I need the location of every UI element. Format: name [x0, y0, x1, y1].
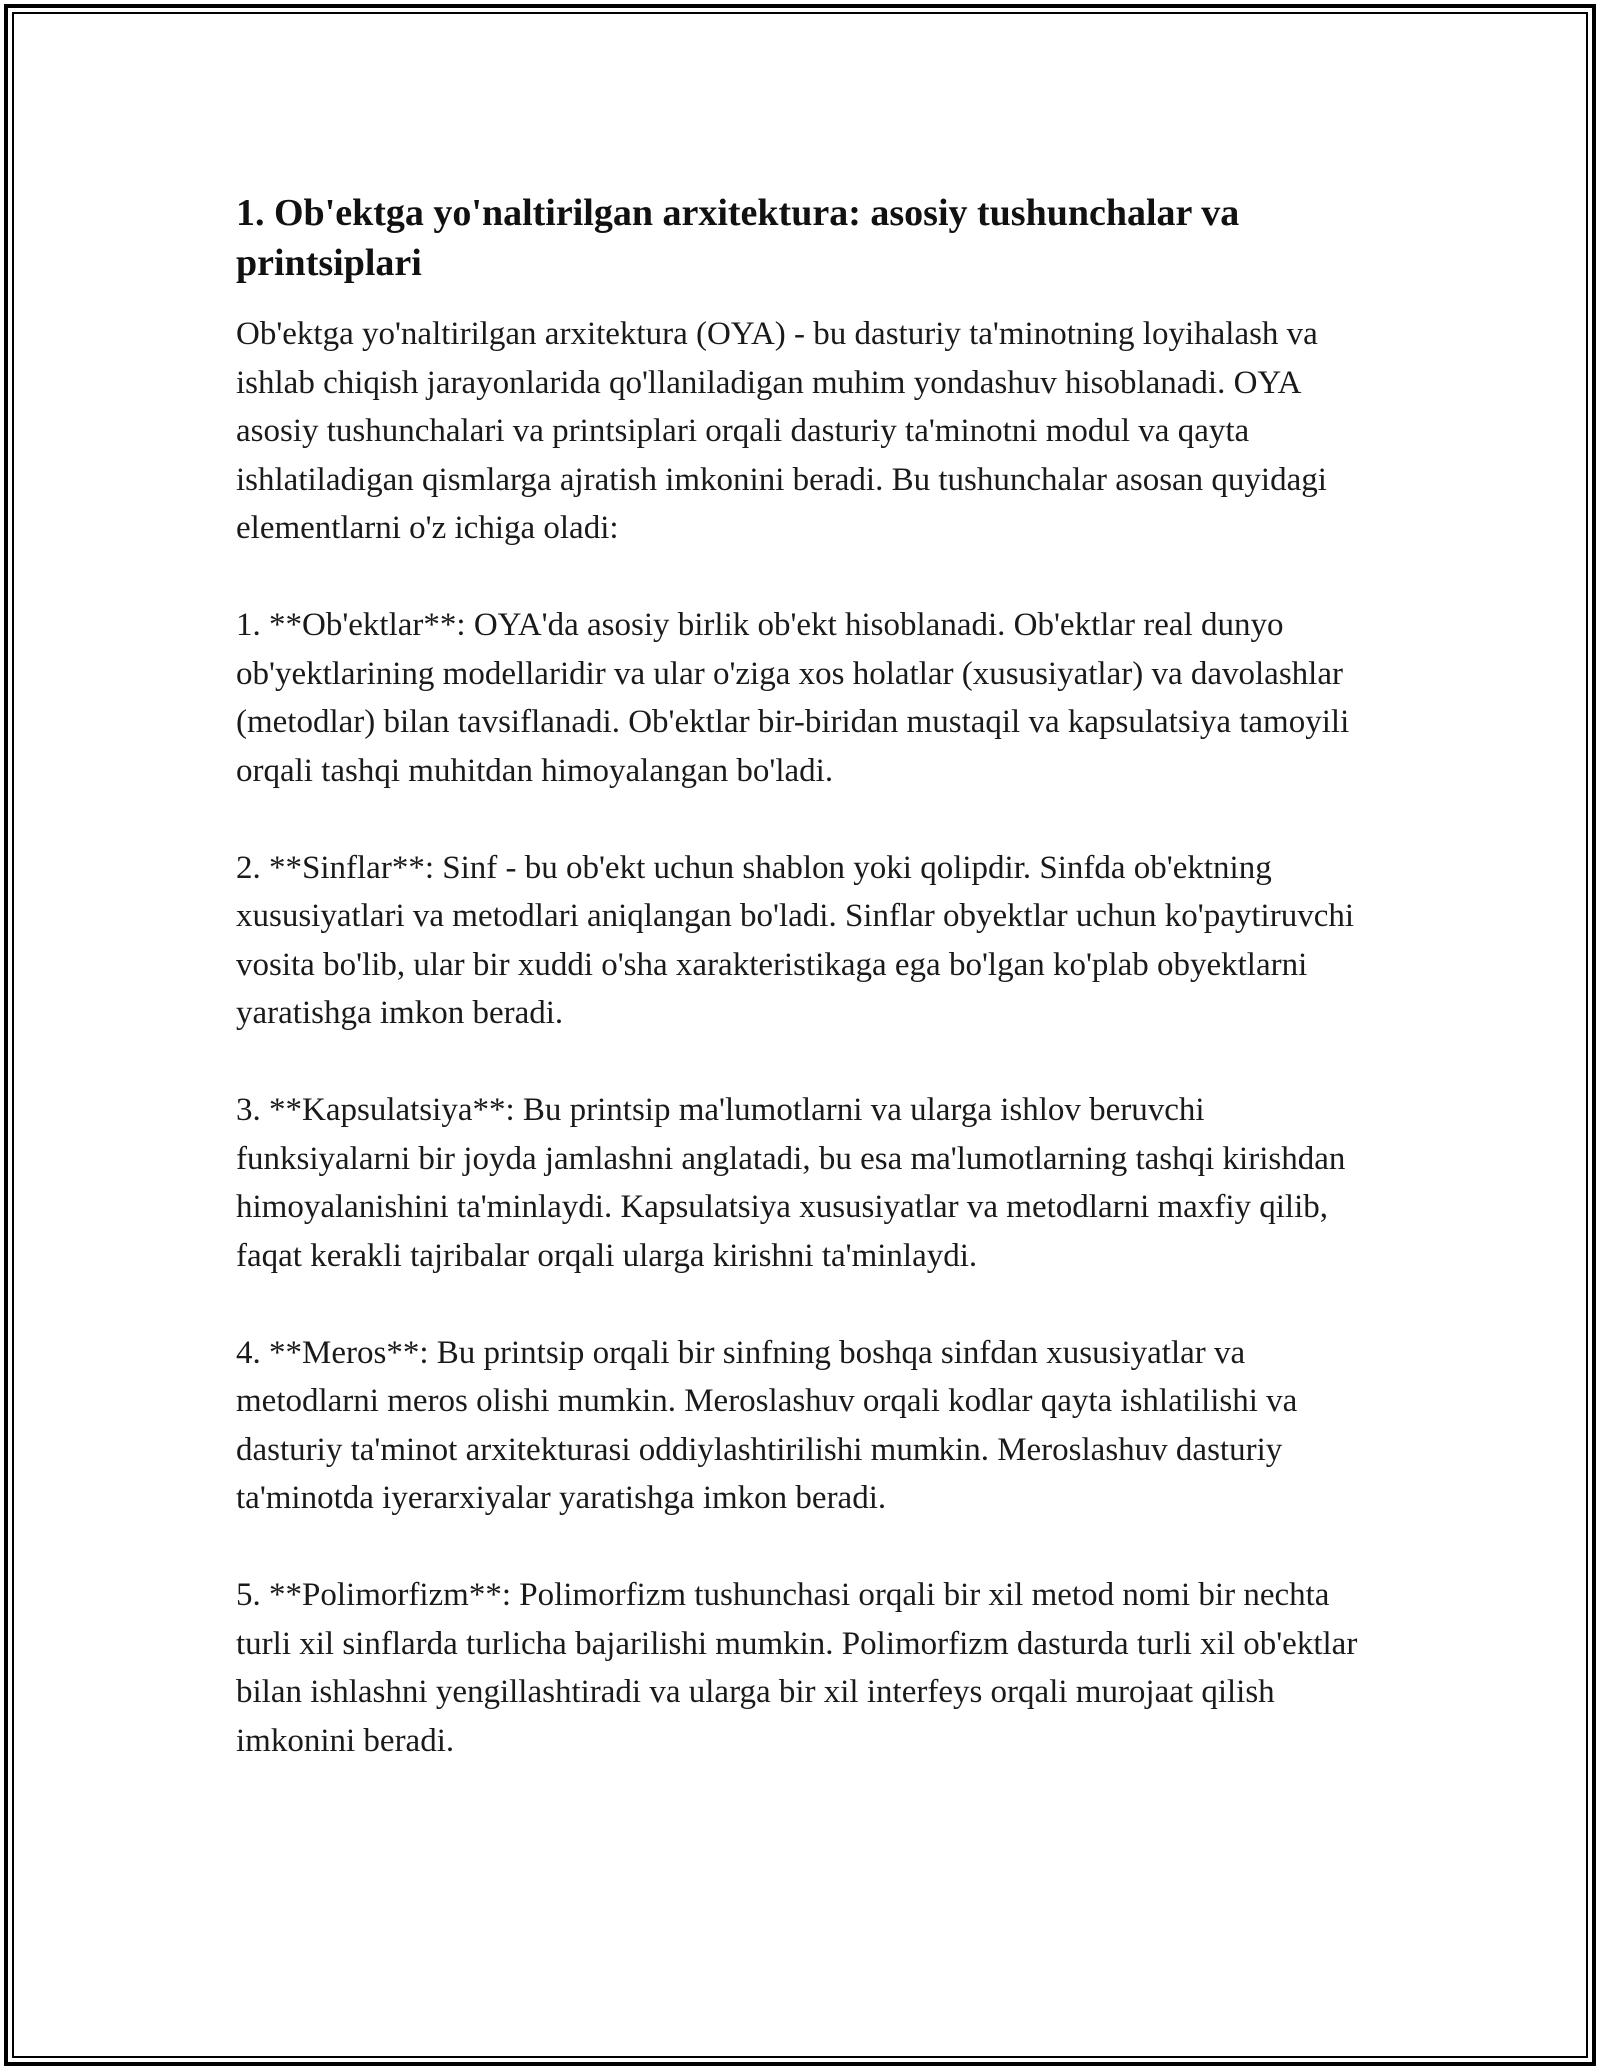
document-content [236, 188, 1366, 1765]
document-body: Ob'ektga yo'naltirilgan arxitektura (OYA) - bu dasturiy ta'minotning loyihalash va ishlab chiqish jarayonlarida qo'llaniladigan muhim yondashuv hisoblanadi. OYA asosiy tushunchalari va printsiplari orqali dasturiy ta'minotni modul va qayta ishlatiladigan qismlarga ajratish imkonini beradi. Bu tushunchalar asosan quyidagi elementlarni o'z ichiga oladi: 1. **Ob'ektlar**: OYA'da asosiy birlik ob'ekt hisoblanadi. Ob'ektlar real dunyo ob'yektlarining modellaridir va ular o'ziga xos holatlar (xususiyatlar) va davolashlar (metodlar) bilan tavsiflanadi. Ob'ektlar bir-biridan mustaqil va kapsulatsiya tamoyili orqali tashqi muhitdan himoyalangan bo'ladi. 2. **Sinflar**: Sinf - bu ob'ekt uchun shablon yoki qolipdir. Sinfda ob'ektning xususiyatlari va metodlari aniqlangan bo'ladi. Sinflar obyektlar uchun ko'paytiruvchi vosita bo'lib, ular bir xuddi o'sha xarakteristikaga ega bo'lgan ko'plab obyektlarni yaratishga imkon beradi. 3. **Kapsulatsiya**: Bu printsip ma'lumotlarni va ularga ishlov beruvchi funksiyalarni bir joyda jamlashni anglatadi, bu esa ma'lumotlarning tashqi kirishdan himoyalanishini ta'minlaydi. Kapsulatsiya xususiyatlar va metodlarni maxfiy qilib, faqat kerakli tajribalar orqali ularga kirishni ta'minlaydi. 4. **Meros**: Bu printsip orqali bir sinfning boshqa sinfdan xususiyatlar va metodlarni meros olishi mumkin. Meroslashuv orqali kodlar qayta ishlatilishi va dasturiy ta'minot arxitekturasi oddiylashtirilishi mumkin. Meroslashuv dasturiy ta'minotda iyerarxiyalar yaratishga imkon beradi. 5. **Polimorfizm**: Polimorfizm tushunchasi orqali bir xil metod nomi bir nechta turli xil sinflarda turlicha bajarilishi mumkin. Polimorfizm dasturda turli xil ob'ektlar bilan ishlashni yengillashtiradi va ularga bir xil interfeys orqali murojaat qilish imkonini beradi. [236, 316, 1358, 1759]
document-title: 1. Ob'ektga yo'naltirilgan arxitektura: asosiy tushunchalar va printsiplari [236, 192, 1240, 284]
